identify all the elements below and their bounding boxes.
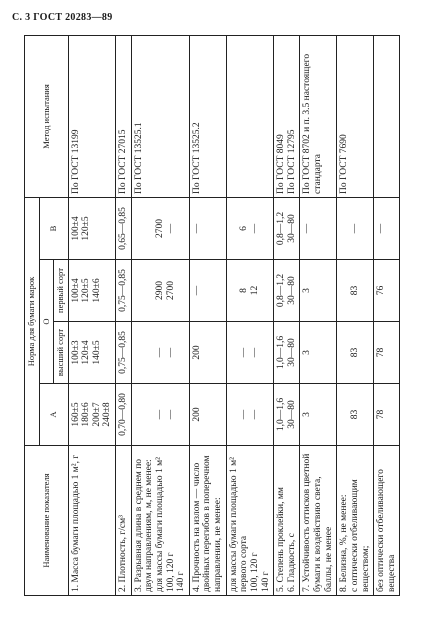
- cell-line: 100, 120 г: [165, 552, 176, 592]
- cell-a: [337, 384, 374, 446]
- cell-method: [68, 35, 116, 197]
- cell-name: [226, 446, 274, 596]
- rotated-table-container: [24, 36, 414, 596]
- header-col-v: В: [39, 197, 68, 259]
- table-body: [68, 35, 400, 595]
- table-row: [374, 35, 400, 595]
- cell-v: [337, 197, 374, 259]
- cell-line: 3: [302, 412, 313, 417]
- cell-line: 12: [249, 285, 260, 296]
- cell-line: [134, 263, 145, 318]
- cell-line: 78: [376, 347, 387, 358]
- cell-v: [68, 197, 116, 259]
- cell-line: 120±5: [81, 216, 92, 241]
- cell-line: 8: [239, 288, 250, 293]
- cell-v: [300, 197, 337, 259]
- header-norm: Норма для бумаги марок: [25, 197, 40, 445]
- cell-line: 120±4: [81, 340, 92, 365]
- cell-o-top: [189, 322, 226, 384]
- cell-line: для массы бумаги площадью 1 м² первого сорта: [228, 456, 250, 592]
- cell-line: [339, 201, 350, 256]
- cell-method: [189, 35, 226, 197]
- table-row: [337, 35, 374, 595]
- cell-line: 2900: [154, 281, 165, 300]
- cell-line: —: [302, 223, 313, 234]
- cell-name: [300, 446, 337, 596]
- cell-a: [116, 384, 132, 446]
- cell-o-first: [189, 260, 226, 322]
- table-row: [226, 35, 274, 595]
- cell-line: По ГОСТ 7690: [339, 134, 350, 194]
- cell-line: [134, 387, 145, 442]
- cell-line: 140±5: [91, 340, 102, 365]
- cell-o-top: [116, 322, 132, 384]
- cell-line: 100±4: [70, 278, 81, 303]
- cell-line: 2700: [154, 219, 165, 238]
- cell-line: [144, 263, 155, 318]
- cell-o-top: [68, 322, 116, 384]
- cell-a: [374, 384, 400, 446]
- cell-method: [337, 35, 374, 197]
- cell-line: —: [165, 347, 176, 358]
- cell-line: [339, 387, 350, 442]
- cell-line: По ГОСТ 13525.1: [133, 122, 144, 194]
- cell-line: 7. Устойчивость оттисков цветной бумаги к воздействию света, баллы, не менее: [302, 453, 334, 592]
- cell-line: По ГОСТ 13199: [70, 129, 81, 194]
- cell-method: [116, 35, 132, 197]
- header-name: Наименование показателя: [25, 446, 69, 596]
- cell-o-first: [226, 260, 274, 322]
- cell-a: [68, 384, 116, 446]
- cell-line: 6. Гладкость, с: [286, 533, 297, 592]
- cell-line: —: [239, 409, 250, 420]
- norms-table: [24, 35, 400, 596]
- header-method: Метод испытания: [25, 35, 69, 197]
- cell-o-top: [131, 322, 189, 384]
- table-row: [300, 35, 337, 595]
- cell-line: 30—80: [286, 400, 297, 429]
- cell-line: [339, 263, 350, 318]
- cell-line: По ГОСТ 13525.2: [191, 122, 202, 194]
- table-row: [116, 35, 132, 595]
- cell-line: —: [154, 347, 165, 358]
- header-o-first: первый сорт: [54, 260, 69, 322]
- cell-line: с оптически отбеливающим веществом;: [349, 479, 371, 592]
- cell-line: 0,75—0,85: [118, 269, 129, 312]
- cell-line: 200: [191, 345, 202, 360]
- header-col-a: А: [39, 384, 68, 446]
- cell-line: 120±5: [81, 278, 92, 303]
- cell-line: —: [154, 409, 165, 420]
- cell-line: 3: [302, 288, 313, 293]
- cell-v: [189, 197, 226, 259]
- cell-line: 140 г: [260, 571, 271, 592]
- cell-line: —: [249, 347, 260, 358]
- cell-line: [229, 325, 240, 380]
- cell-line: —: [191, 285, 202, 296]
- cell-line: —: [249, 409, 260, 420]
- cell-line: —: [239, 347, 250, 358]
- cell-line: [339, 325, 350, 380]
- cell-line: 78: [376, 409, 387, 420]
- cell-line: [144, 201, 155, 256]
- cell-line: —: [376, 223, 387, 234]
- cell-line: [229, 263, 240, 318]
- cell-line: [229, 387, 240, 442]
- cell-a: [274, 384, 300, 446]
- cell-method: [300, 35, 337, 197]
- cell-o-first: [337, 260, 374, 322]
- cell-line: 180±6: [81, 402, 92, 427]
- cell-line: [134, 201, 145, 256]
- cell-line: 140±6: [91, 278, 102, 303]
- page-header: С. 3 ГОСТ 20283—89: [12, 12, 113, 23]
- cell-line: 83: [349, 347, 360, 358]
- cell-line: [144, 325, 155, 380]
- cell-o-first: [116, 260, 132, 322]
- cell-line: 100±4: [70, 216, 81, 241]
- table-row: [68, 35, 116, 595]
- cell-name: [68, 446, 116, 596]
- cell-o-first: [274, 260, 300, 322]
- cell-o-first: [300, 260, 337, 322]
- cell-line: 160±5: [70, 402, 81, 427]
- cell-o-top: [337, 322, 374, 384]
- cell-line: 76: [376, 285, 387, 296]
- cell-line: По ГОСТ 27015: [118, 129, 129, 194]
- cell-line: без оптически отбеливающего вещества: [376, 469, 397, 592]
- cell-line: —: [349, 223, 360, 234]
- cell-name: [131, 446, 189, 596]
- cell-a: [189, 384, 226, 446]
- cell-line: —: [165, 223, 176, 234]
- cell-method: [131, 35, 189, 197]
- cell-o-top: [300, 322, 337, 384]
- cell-v: [226, 197, 274, 259]
- cell-line: [229, 201, 240, 256]
- cell-line: 100±3: [70, 340, 81, 365]
- cell-line: 2700: [165, 281, 176, 300]
- cell-line: 0,8—1,2: [276, 273, 287, 308]
- cell-name: [274, 446, 300, 596]
- cell-v: [274, 197, 300, 259]
- table-row: [131, 35, 189, 595]
- cell-o-first: [131, 260, 189, 322]
- cell-name: [337, 446, 374, 596]
- cell-line: 0,75—0,85: [118, 331, 129, 374]
- cell-line: 83: [349, 285, 360, 296]
- cell-line: —: [191, 223, 202, 234]
- cell-line: 200: [191, 407, 202, 422]
- header-col-o: О: [39, 260, 54, 384]
- cell-line: 30—80: [286, 276, 297, 305]
- header-o-top: высший сорт: [54, 322, 69, 384]
- cell-o-first: [374, 260, 400, 322]
- cell-line: —: [249, 223, 260, 234]
- cell-line: 3: [302, 350, 313, 355]
- cell-line: [144, 387, 155, 442]
- cell-name: [374, 446, 400, 596]
- cell-a: [300, 384, 337, 446]
- cell-o-top: [226, 322, 274, 384]
- cell-line: 2. Плотность, г/см³: [118, 514, 129, 592]
- cell-line: 1. Масса бумаги площадью 1 м², г: [70, 454, 81, 592]
- cell-line: 6: [239, 226, 250, 231]
- cell-line: По ГОСТ 12795: [286, 129, 297, 194]
- table-row: [189, 35, 226, 595]
- cell-line: По ГОСТ 8049: [276, 134, 287, 194]
- cell-method: [374, 35, 400, 197]
- cell-o-top: [374, 322, 400, 384]
- cell-line: 30—80: [286, 338, 297, 367]
- cell-line: 200±7: [91, 402, 102, 427]
- cell-line: 100, 120 г: [249, 552, 260, 592]
- cell-method: [274, 35, 300, 197]
- cell-v: [116, 197, 132, 259]
- cell-line: 30—80: [286, 214, 297, 243]
- cell-a: [226, 384, 274, 446]
- cell-line: 0,70—0,80: [118, 393, 129, 436]
- cell-line: [229, 39, 240, 194]
- cell-line: 1,0—1,6: [276, 397, 287, 432]
- table-row: [274, 35, 300, 595]
- cell-line: для массы бумаги площадью 1 м²: [154, 456, 165, 592]
- cell-line: [376, 39, 387, 194]
- cell-v: [131, 197, 189, 259]
- cell-o-top: [274, 322, 300, 384]
- cell-v: [374, 197, 400, 259]
- cell-line: 0,8—1,2: [276, 211, 287, 246]
- cell-line: 0,65—0,85: [118, 207, 129, 250]
- cell-line: [134, 325, 145, 380]
- cell-o-first: [68, 260, 116, 322]
- cell-line: —: [165, 409, 176, 420]
- cell-line: 240±8: [102, 402, 113, 427]
- cell-line: По ГОСТ 8702 и п. 3.5 настоящего стандарта: [302, 53, 324, 194]
- cell-line: 8. Белизна, %, не менее:: [339, 494, 350, 592]
- cell-line: 1,0—1,6: [276, 335, 287, 370]
- cell-method: [226, 35, 274, 197]
- cell-line: 4. Прочность на излом — число двойных перегибов в поперечном направлении, не менее:: [191, 455, 224, 592]
- cell-line: 140 г: [176, 571, 187, 592]
- cell-name: [189, 446, 226, 596]
- cell-name: [116, 446, 132, 596]
- cell-line: 83: [349, 409, 360, 420]
- cell-a: [131, 384, 189, 446]
- cell-line: 3. Разрывная длина в среднем по двум направлениям, м, не менее:: [133, 458, 155, 592]
- cell-line: 5. Степень проклейки, мм: [276, 487, 287, 592]
